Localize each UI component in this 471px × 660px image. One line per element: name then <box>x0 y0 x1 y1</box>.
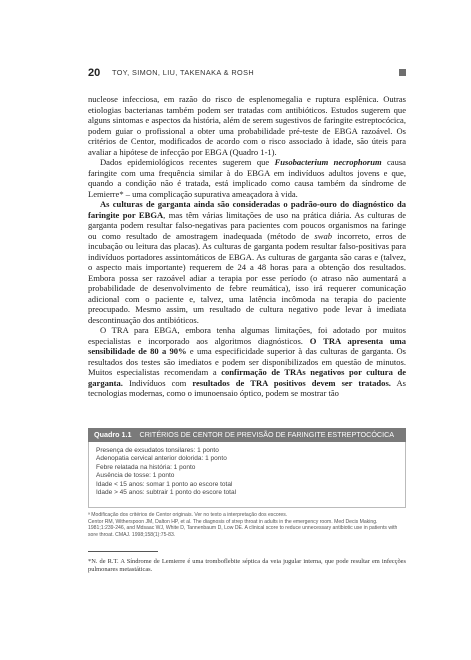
quadro-title: CRITÉRIOS DE CENTOR DE PREVISÃO DE FARINGITE ESTREPTOCÓCICA <box>139 430 395 439</box>
paragraph-4-text-c: Indivíduos com <box>122 377 193 388</box>
quadro-reference: Centor RM, Witherspoon JM, Dalton HP, et al. The diagnosis of strep throat in adults in the emergency room. Med Decis Making. 1981;1:239-246, and Mdsaac WJ, White D, Tannenbaum D, Low DE. A clinical score to reduce unnecessary antibiotic use in patients with sore throat. CMAJ. 1998;158(1):75-83. <box>88 518 398 538</box>
paragraph-3 <box>88 199 406 325</box>
paragraph-4 <box>88 325 406 399</box>
paragraph-2-text: Dados epidemiológicos recentes sugerem que <box>100 157 275 167</box>
quadro-label: Quadro 1.1 <box>94 430 132 439</box>
criterion-item: Idade > 45 anos: subtrair 1 ponto do escore total <box>96 489 237 497</box>
quadro-box <box>88 428 406 538</box>
swab-term: swab <box>314 230 332 241</box>
paragraph-4-text: O TRA para EBGA, embora tenha algumas limitações, foi adotado por muitos especialistas e incorporado aos algoritmos diagnósticos. <box>88 325 406 346</box>
paragraph-4-text-b: e uma especificidade superior à das culturas de garganta. Os resultados dos testes são imediatos e podem ser disponibilizados em questão de minutos. Muitos especialistas recomendam a <box>88 346 406 377</box>
organism-name: Fusobacterium necrophorum <box>274 157 382 167</box>
footnote: *N. de R.T. A Síndrome de Lemierre é uma tromboflebite séptica da veia jugular interna, que pode resultar em infecções pulmonares metastáticas. <box>88 558 406 573</box>
criterion-item: Ausência de tosse: 1 ponto <box>96 472 175 480</box>
criterion-item: Presença de exsudatos tonsilares: 1 ponto <box>96 447 219 454</box>
paragraph-2 <box>88 157 406 199</box>
quadro-notes <box>88 512 406 538</box>
body-text <box>88 94 406 399</box>
criterion-item: Febre relatada na história: 1 ponto <box>96 463 196 471</box>
paragraph-3-text-cont: incorreto, erros de incubação ou leitura das placas). As culturas de garganta podem resultar falso-positivas para indivíduos portadores assintomáticos de EBGA. As culturas de garganta são caras e (talvez, o aspecto mais importante) requerem de 24 a 48 horas para a obtenção dos resultados. Embora possa ser razoável adiar a terapia por esse período (o atraso não aumentará a probabilidade de desenvolvimento de febre reumática), isso irá requerer comunicação adicional com o paciente e, talvez, uma latência incômoda na terapia do paciente preocupado. Mesmo assim, um resultado de cultura negativo pode levar à imediata descontinuação dos antibióticos. <box>88 230 406 325</box>
paragraph-1-text: nucleose infecciosa, em razão do risco de esplenomegalia e ruptura esplênica. Outras etiologias bacterianas também podem ser tratadas com antibióticos. Estudos sugerem que alguns sintomas e aspectos da história, além de serem sugestivos de faringite estreptocócica, podem guiar o profissional a obter uma probabilidade pré-teste de EBGA razoável. Os critérios de Centor, modificados de acordo com o risco associado à idade, são úteis para avaliar a hipótese de infecção por EBGA (Quadro 1-1). <box>88 94 406 157</box>
emphasis-gold-standard: As culturas de garganta ainda são consideradas o padrão-ouro do diagnóstico da faringite por EBGA <box>88 199 406 220</box>
quadro-header <box>88 428 406 442</box>
page-number: 20 <box>88 67 101 79</box>
running-header <box>88 67 406 79</box>
paragraph-3-text: , mas têm várias limitações de uso na prática diária. As culturas de garganta podem resultar falso-negativas para pacientes com poucos organismos na faringe ou como resultado de amostragem inadequada (método de <box>88 209 406 241</box>
quadro-note: ª Modificação dos critérios de Centor originais. Ver no texto a interpretação dos escores. <box>88 512 288 518</box>
footnote-divider <box>88 551 158 552</box>
criterion-item: Adenopatia cervical anterior dolorida: 1 ponto <box>96 455 227 463</box>
emphasis-positive-results: resultados de TRA positivos devem ser tratados. <box>192 377 391 388</box>
criterion-item: Idade < 15 anos: somar 1 ponto ao escore total <box>96 480 233 488</box>
running-head-authors: TOY, SIMON, LIU, TAKENAKA & ROSH <box>112 68 255 77</box>
paragraph-4-text-d: As tecnologias modernas, como o imunoensaio óptico, podem se mostrar tão <box>88 377 406 398</box>
paragraph-1 <box>88 94 406 157</box>
emphasis-confirmation: confirmação de TRAs negativos por cultura de garganta. <box>88 367 407 388</box>
emphasis-sensitivity: O TRA apresenta uma sensibilidade de 80 a 90% <box>88 335 406 356</box>
paragraph-2-text-cont: causa faringite com uma frequência similar à do EBGA em indivíduos adultos jovens e que, quando a condição não é tratada, está implicado como causa também da síndrome de Lemierre* – uma complicação supurativa ameaçadora à vida. <box>88 157 406 199</box>
quadro-criteria-list <box>88 442 406 508</box>
square-marker-icon <box>399 69 406 76</box>
